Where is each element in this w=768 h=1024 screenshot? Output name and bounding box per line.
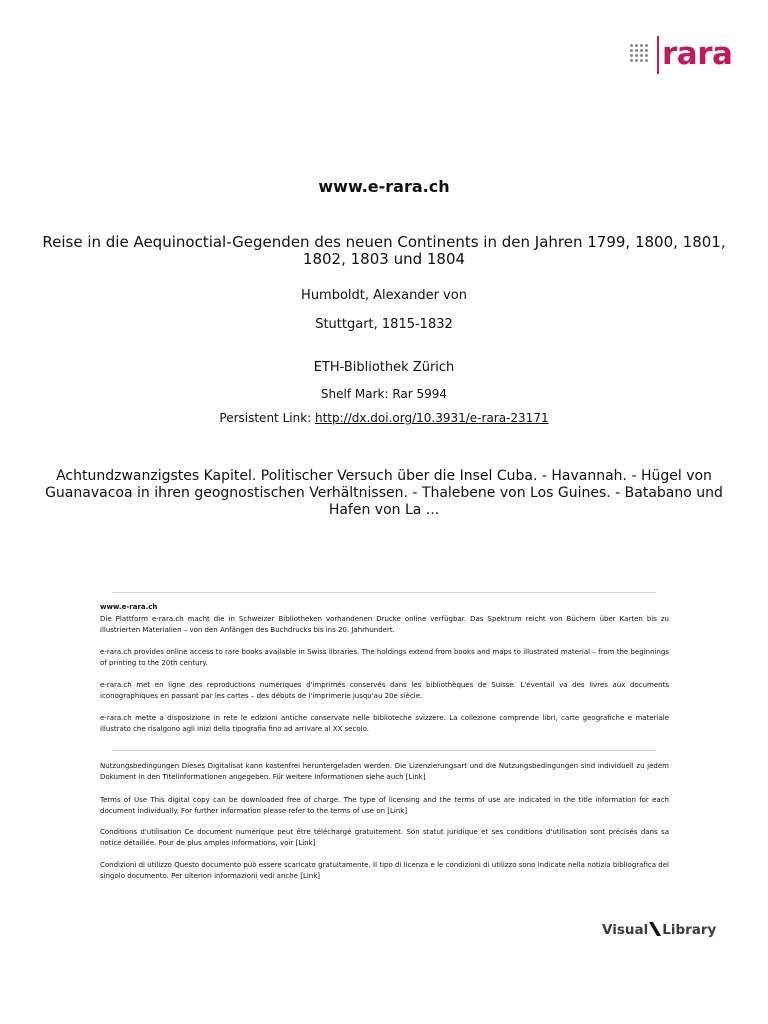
- about-en: e-rara.ch provides online access to rare books available in Swiss libraries. The holdings extend from books and maps to illustrated material – from the beginnings of printing to the 20th century.: [100, 648, 669, 667]
- shelf-mark: Shelf Mark: Rar 5994: [320, 387, 448, 401]
- divider-top: [112, 592, 656, 593]
- publication-place: Stuttgart, 1815-1832: [315, 317, 453, 332]
- about-fr: e-rara.ch met en ligne des reproductions numériques d'imprimés conservés dans les bibliothèques de Suisse. L'éventail va des livres aux documents iconographiques en passant par les cartes – des débuts de l'imprimerie jusqu'au 20e siècle.: [100, 681, 669, 700]
- slash-icon: [649, 922, 661, 936]
- persistent-link-label: Persistent Link:: [219, 411, 315, 425]
- persistent-link-line: [0, 411, 768, 425]
- terms-en: Terms of Use This digital copy can be downloaded free of charge. The type of licensing and the terms of use are indicated in the title information for each document individually. For further information please refer to the terms of use on [Link]: [100, 796, 669, 815]
- divider-bottom: [112, 750, 656, 751]
- about-site: www.e-rara.ch: [100, 603, 158, 611]
- logo-wordmark: rara: [662, 36, 733, 72]
- about-it: e-rara.ch mette a disposizione in rete le edizioni antiche conservate nelle biblioteche svizzere. La collezione comprende libri, carte geografiche e materiale illustrato che risalgono agli inizi della tipografia fino ad arrivare al XX secolo.: [100, 714, 669, 733]
- about-de: Die Plattform e-rara.ch macht die in Schweizer Bibliotheken vorhandenen Drucke online verfügbar. Das Spektrum reicht von Büchern über Karten bis zu illustrierten Materialien – von den Anfängen des Buchdrucks bis ins 20. Jahrhundert.: [100, 615, 669, 634]
- terms-de: Nutzungsbedingungen Dieses Digitalisat kann kostenfrei heruntergeladen werden. Die Lizenzierungsart und die Nutzungsbedingungen sind individuell zu jedem Dokument in den Titelinformationen angegeben. Für weitere Informationen siehe auch [Link]: [100, 762, 669, 781]
- visual-library-left: Visual: [602, 922, 649, 938]
- visual-library-right: Library: [662, 922, 717, 938]
- terms-fr: Conditions d'utilisation Ce document numérique peut être téléchargé gratuitement. Son statut juridique et ses conditions d'utilisation sont précisés dans sa notice détaillée. Pour de plus amples informations, voir [Link]: [100, 828, 669, 847]
- logo-bar: [657, 36, 659, 74]
- e-rara-logo: [630, 36, 734, 74]
- chapter-description: Achtundzwanzigstes Kapitel. Politischer Versuch über die Insel Cuba. - Havannah. - Hügel von Guanavacoa in ihren geognostischen Verhältnissen. - Thalebene von Los Guines. - Batabano und Hafen von La ...: [45, 468, 723, 518]
- book-author: Humboldt, Alexander von: [301, 288, 467, 303]
- holding-library: ETH-Bibliothek Zürich: [313, 360, 455, 375]
- dots-icon: [630, 44, 652, 66]
- visual-library-logo: [602, 920, 730, 940]
- site-url: www.e-rara.ch: [318, 177, 450, 196]
- persistent-link[interactable]: http://dx.doi.org/10.3931/e-rara-23171: [315, 411, 549, 425]
- book-title: Reise in die Aequinoctial-Gegenden des neuen Continents in den Jahren 1799, 1800, 1801, 1802, 1803 und 1804: [42, 233, 726, 268]
- terms-it: Condizioni di utilizzo Questo documento può essere scaricato gratuitamente. Il tipo di licenza e le condizioni di utilizzo sono indicate nella notizia bibliografica del singolo documento. Per ulteriori informazioni vedi anche [Link]: [100, 861, 669, 880]
